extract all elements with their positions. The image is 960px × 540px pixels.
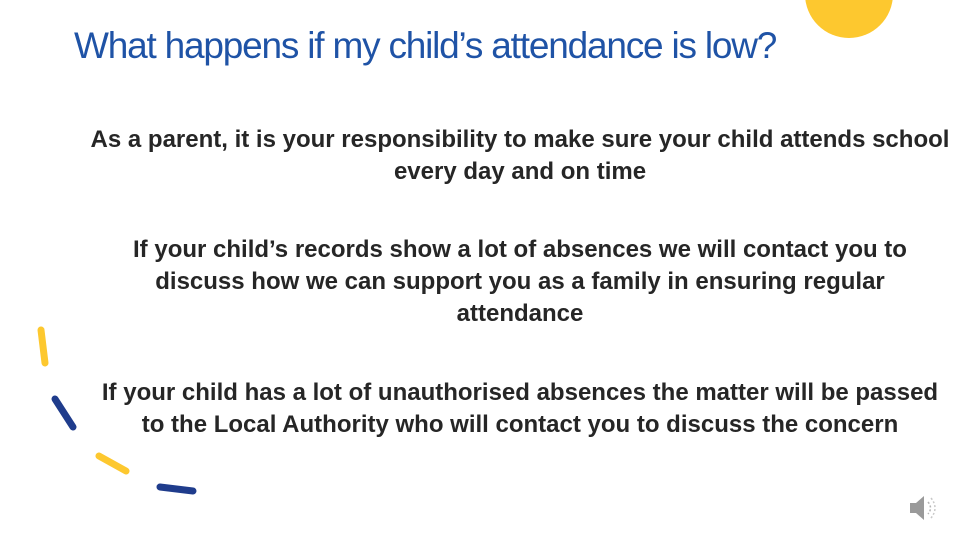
dashed-arc-decoration (0, 0, 220, 540)
paragraph-absences-contact: If your child’s records show a lot of absences we will contact you to discuss how we can support you as a family in ensuring regular attendance (133, 236, 907, 327)
dash-navy-1 (55, 399, 73, 427)
paragraph-responsibility: As a parent, it is your responsibility to make sure your child attends school every day and on time (90, 126, 950, 185)
paragraph-local-authority: If your child has a lot of unauthorised absences the matter will be passed to the Local Authority who will contact you to discuss the concern (101, 379, 939, 438)
dash-yellow-1 (41, 330, 45, 363)
dash-navy-2 (160, 487, 193, 491)
dash-yellow-2 (99, 456, 126, 471)
speaker-icon[interactable] (906, 490, 942, 526)
slide-title: What happens if my child’s attendance is low? (74, 25, 777, 66)
